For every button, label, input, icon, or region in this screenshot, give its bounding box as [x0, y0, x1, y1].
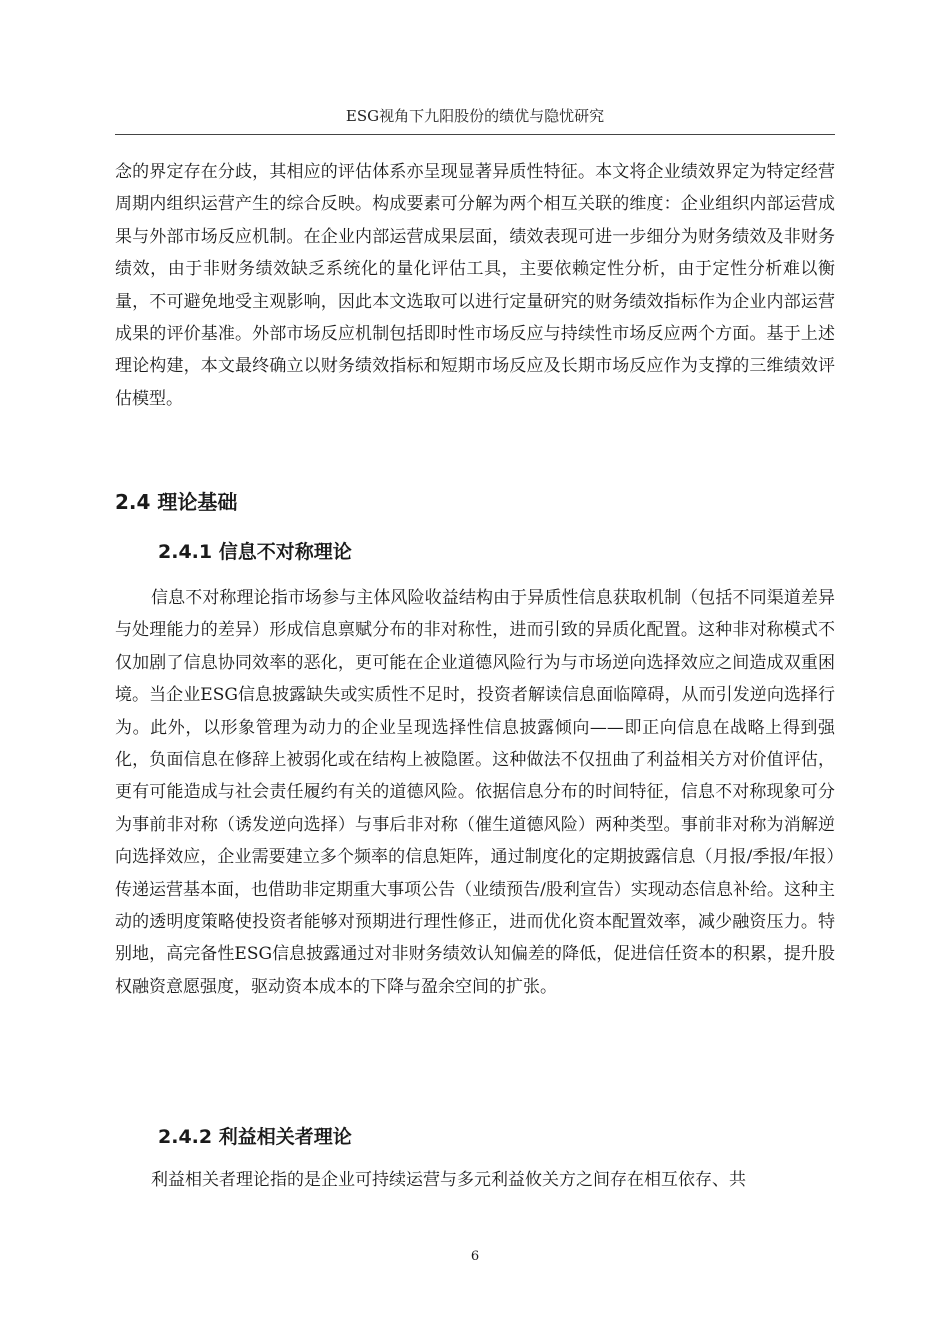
section-heading: 2.4 理论基础 [115, 490, 238, 514]
body-paragraph: 念的界定存在分歧，其相应的评估体系亦呈现显著异质性特征。本文将企业绩效界定为特定经营周期内组织运营产生的综合反映。构成要素可分解为两个相互关联的维度：企业组织内部运营成果与外部市场反应机制。在企业内部运营成果层面，绩效表现可进一步细分为财务绩效及非财务绩效，由于非财务绩效缺乏系统化的量化评估工具，主要依赖定性分析，由于定性分析难以衡量，不可避免地受主观影响，因此本文选取可以进行定量研究的财务绩效指标作为企业内部运营成果的评价基准。外部市场反应机制包括即时性市场反应与持续性市场反应两个方面。基于上述理论构建，本文最终确立以财务绩效指标和短期市场反应及长期市场反应作为支撑的三维绩效评估模型。 [115, 162, 835, 409]
running-header: ESG视角下九阳股份的绩优与隐忧研究 [345, 107, 605, 125]
subsection-heading: 2.4.2 利益相关者理论 [158, 1126, 352, 1148]
body-paragraph: 信息不对称理论指市场参与主体风险收益结构由于异质性信息获取机制（包括不同渠道差异与处理能力的差异）形成信息禀赋分布的非对称性，进而引致的异质化配置。这种非对称模式不仅加剧了信息协同效率的恶化，更可能在企业道德风险行为与市场逆向选择效应之间造成双重困境。当企业ESG信息披露缺失或实质性不足时，投资者解读信息面临障碍，从而引发逆向选择行为。此外，以形象管理为动力的企业呈现选择性信息披露倾向——即正向信息在战略上得到强化，负面信息在修辞上被弱化或在结构上被隐匿。这种做法不仅扭曲了利益相关方对价值评估，更有可能造成与社会责任履约有关的道德风险。依据信息分布的时间特征，信息不对称现象可分为事前非对称（诱发逆向选择）与事后非对称（催生道德风险）两种类型。事前非对称为消解逆向选择效应，企业需要建立多个频率的信息矩阵，通过制度化的定期披露信息（月报/季报/年报）传递运营基本面，也借助非定期重大事项公告（业绩预告/股利宣告）实现动态信息补给。这种主动的透明度策略使投资者能够对预期进行理性修正，进而优化资本配置效率，减少融资压力。特别地，高完备性ESG信息披露通过对非财务绩效认知偏差的降低，促进信任资本的积累，提升股权融资意愿强度，驱动资本成本的下降与盈余空间的扩张。 [115, 588, 836, 997]
header-divider [115, 134, 835, 135]
page-number: 6 [470, 1249, 480, 1264]
body-paragraph: 利益相关者理论指的是企业可持续运营与多元利益攸关方之间存在相互依存、共 [151, 1170, 746, 1190]
subsection-heading: 2.4.1 信息不对称理论 [158, 541, 352, 563]
